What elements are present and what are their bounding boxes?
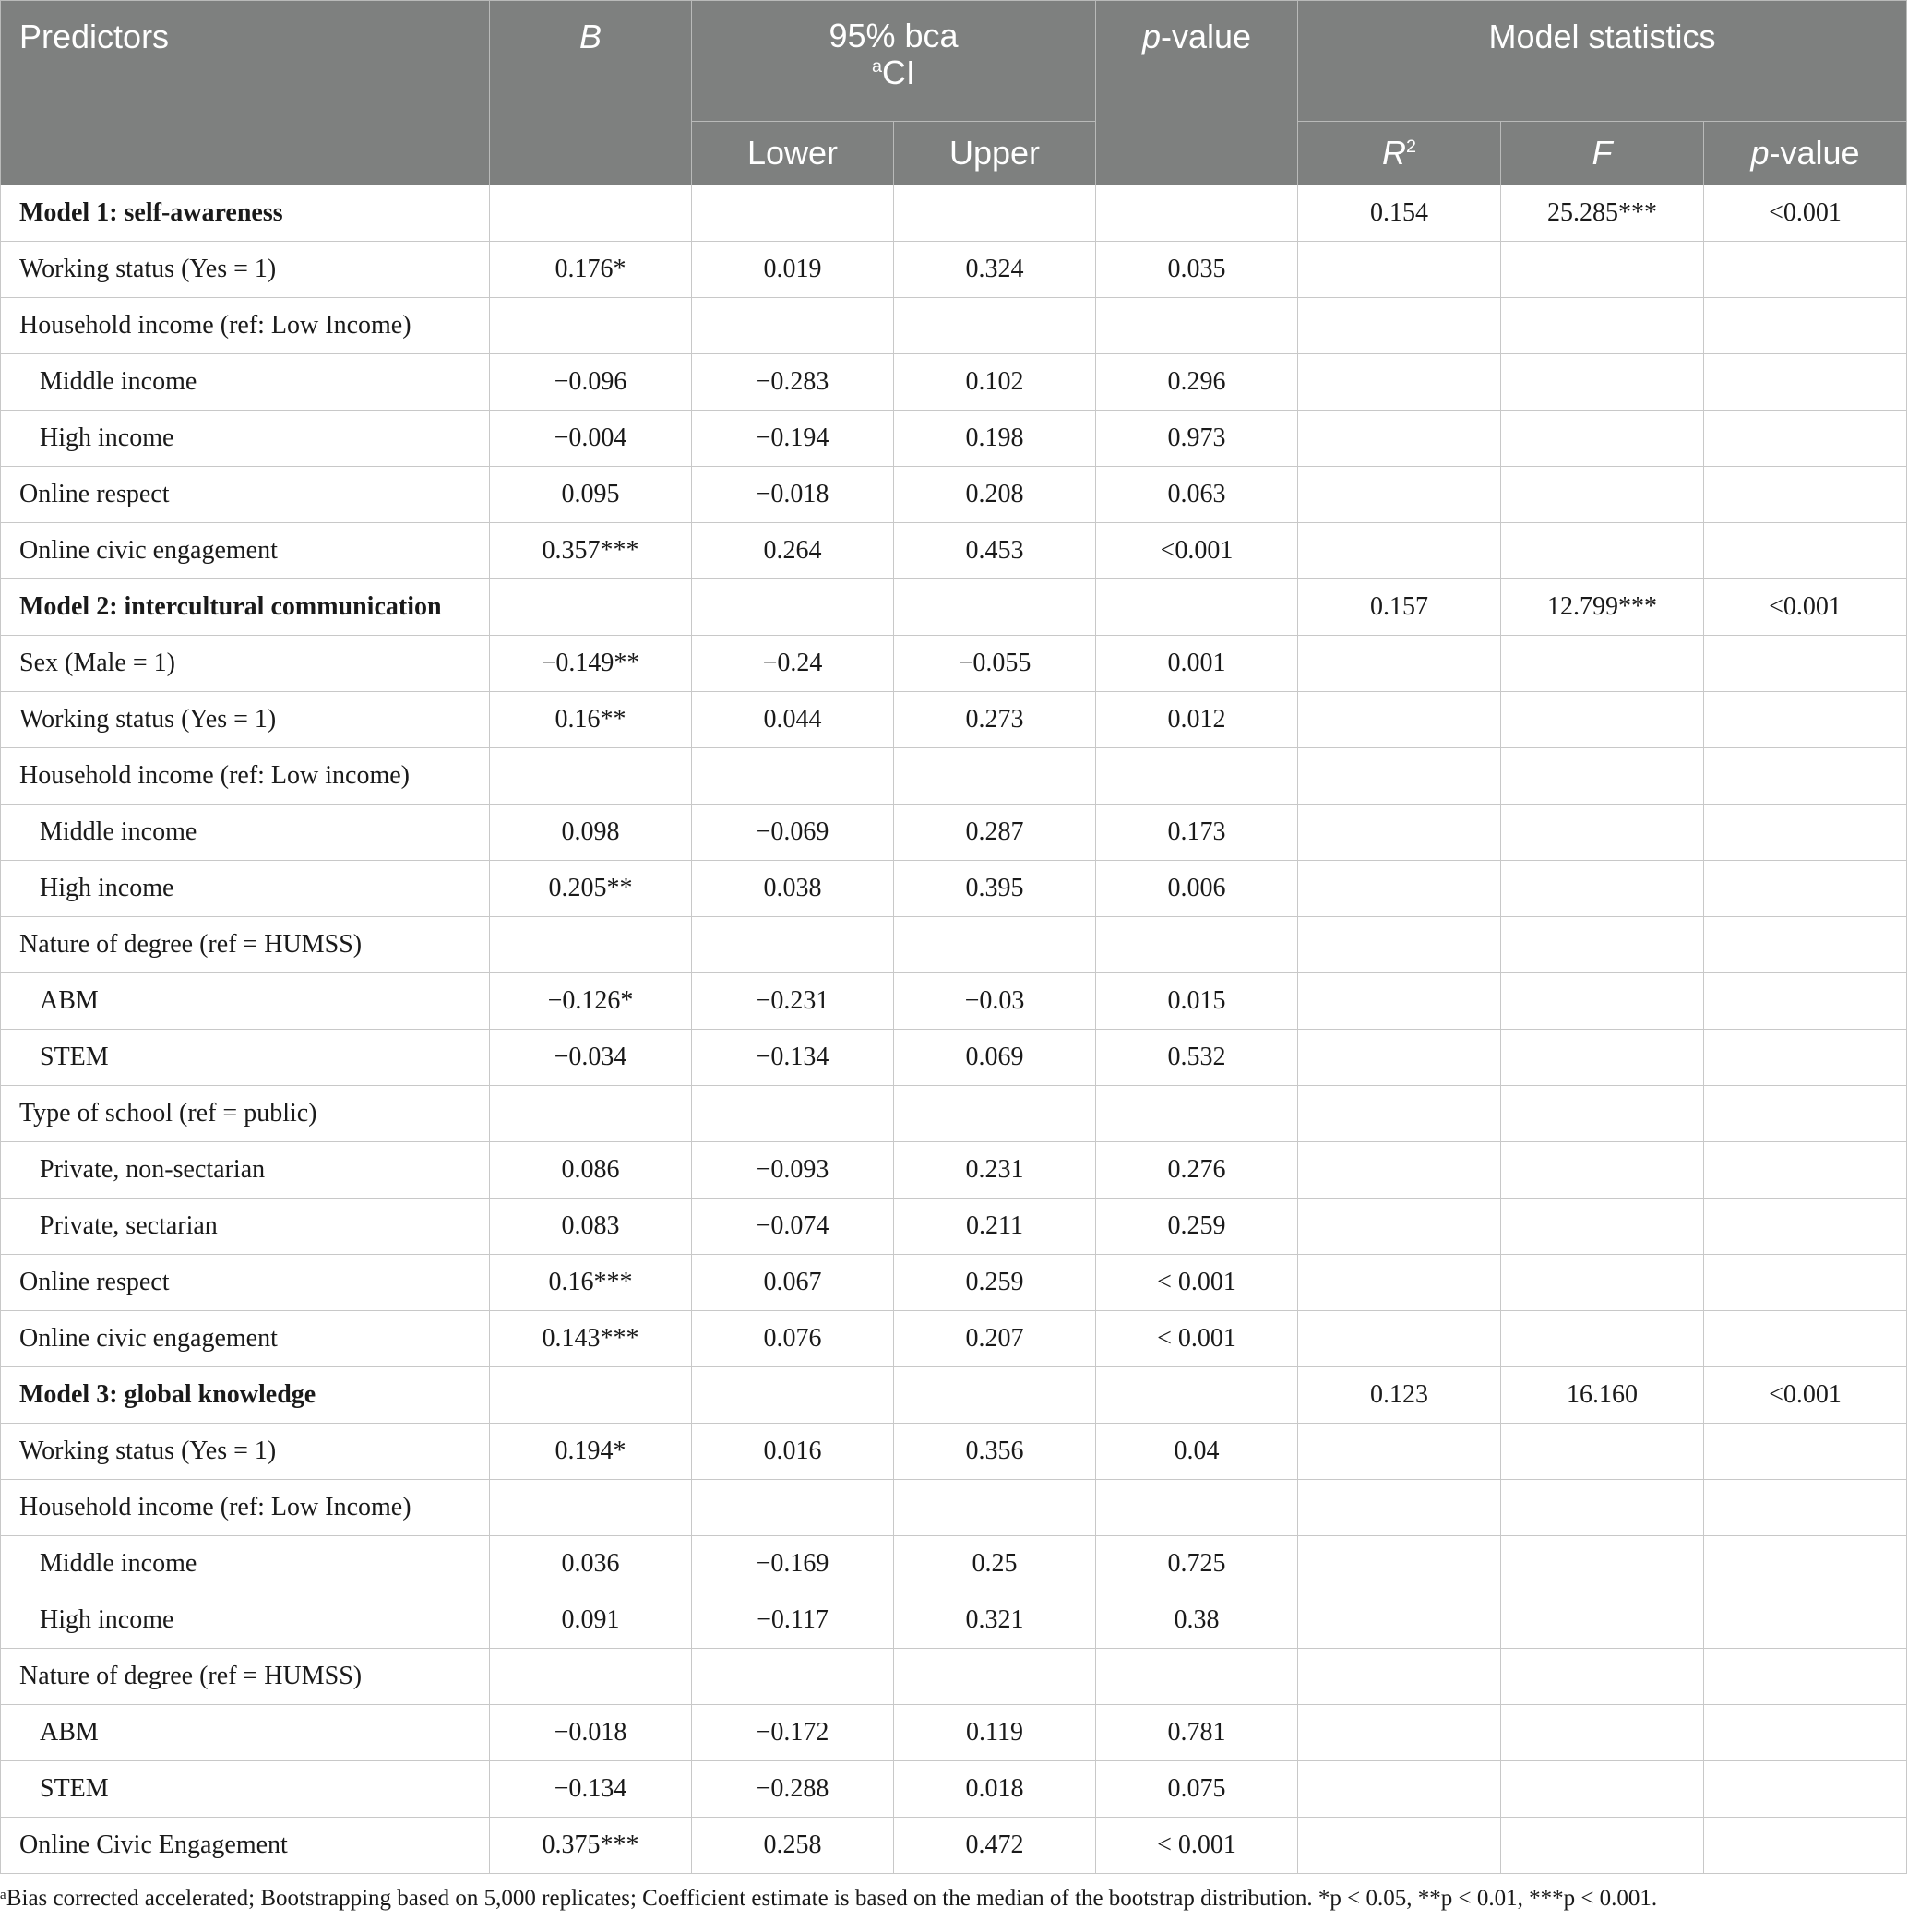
header-predictors: Predictors	[1, 1, 490, 185]
lower-cell: 0.258	[692, 1818, 894, 1874]
lower-cell: −0.194	[692, 411, 894, 467]
b-cell	[490, 298, 692, 354]
b-cell: 0.083	[490, 1199, 692, 1255]
model-pvalue-cell	[1704, 523, 1907, 579]
f-cell	[1501, 1142, 1704, 1199]
header-b: B	[490, 1, 692, 185]
lower-cell: −0.018	[692, 467, 894, 523]
header-model-statistics: Model statistics	[1298, 1, 1907, 122]
predictor-cell: Online respect	[1, 467, 490, 523]
b-cell	[490, 185, 692, 242]
table-row	[1, 185, 1907, 242]
model-pvalue-cell	[1704, 1649, 1907, 1705]
pvalue-cell: 0.259	[1096, 1199, 1298, 1255]
predictor-cell: STEM	[1, 1030, 490, 1086]
model-pvalue-cell	[1704, 636, 1907, 692]
table-row	[1, 1761, 1907, 1818]
predictor-cell: Type of school (ref = public)	[1, 1086, 490, 1142]
header-model-pvalue-rest: -value	[1769, 134, 1860, 172]
lower-cell: 0.076	[692, 1311, 894, 1367]
f-cell: 25.285***	[1501, 185, 1704, 242]
table-row	[1, 1592, 1907, 1649]
b-cell: 0.176*	[490, 242, 692, 298]
model-pvalue-cell	[1704, 354, 1907, 411]
header-ci	[692, 1, 1096, 122]
upper-cell	[894, 1649, 1096, 1705]
table-row	[1, 636, 1907, 692]
b-cell: 0.375***	[490, 1818, 692, 1874]
upper-cell	[894, 1367, 1096, 1424]
predictor-cell: Online Civic Engagement	[1, 1818, 490, 1874]
r2-cell	[1298, 692, 1501, 748]
r2-cell	[1298, 411, 1501, 467]
pvalue-cell: 0.001	[1096, 636, 1298, 692]
predictor-cell: High income	[1, 861, 490, 917]
b-cell	[490, 1649, 692, 1705]
predictor-cell: Middle income	[1, 805, 490, 861]
lower-cell	[692, 298, 894, 354]
lower-cell: 0.016	[692, 1424, 894, 1480]
table-row	[1, 1086, 1907, 1142]
lower-cell: −0.074	[692, 1199, 894, 1255]
r2-cell	[1298, 636, 1501, 692]
pvalue-cell: 0.015	[1096, 973, 1298, 1030]
r2-cell	[1298, 805, 1501, 861]
lower-cell: −0.134	[692, 1030, 894, 1086]
r2-cell	[1298, 1311, 1501, 1367]
upper-cell	[894, 1480, 1096, 1536]
pvalue-cell	[1096, 185, 1298, 242]
f-cell: 12.799***	[1501, 579, 1704, 636]
predictor-cell: Household income (ref: Low income)	[1, 748, 490, 805]
predictor-cell: High income	[1, 411, 490, 467]
header-lower: Lower	[692, 122, 894, 185]
table-row	[1, 1818, 1907, 1874]
table-row	[1, 467, 1907, 523]
predictor-cell: Model 3: global knowledge	[1, 1367, 490, 1424]
r2-cell	[1298, 1480, 1501, 1536]
f-cell	[1501, 1424, 1704, 1480]
b-cell: 0.036	[490, 1536, 692, 1592]
r2-cell	[1298, 1030, 1501, 1086]
lower-cell	[692, 917, 894, 973]
b-cell: −0.149**	[490, 636, 692, 692]
header-upper: Upper	[894, 122, 1096, 185]
pvalue-cell: 0.781	[1096, 1705, 1298, 1761]
table-row	[1, 1367, 1907, 1424]
pvalue-cell: 0.063	[1096, 467, 1298, 523]
upper-cell: 0.273	[894, 692, 1096, 748]
upper-cell: −0.03	[894, 973, 1096, 1030]
upper-cell: 0.069	[894, 1030, 1096, 1086]
upper-cell: 0.259	[894, 1255, 1096, 1311]
model-pvalue-cell	[1704, 411, 1907, 467]
lower-cell: −0.172	[692, 1705, 894, 1761]
predictor-cell: Online respect	[1, 1255, 490, 1311]
upper-cell: 0.207	[894, 1311, 1096, 1367]
b-cell: −0.126*	[490, 973, 692, 1030]
r2-cell: 0.157	[1298, 579, 1501, 636]
pvalue-cell: 0.173	[1096, 805, 1298, 861]
model-pvalue-cell: <0.001	[1704, 579, 1907, 636]
b-cell: 0.16***	[490, 1255, 692, 1311]
lower-cell	[692, 579, 894, 636]
predictor-cell: Online civic engagement	[1, 1311, 490, 1367]
b-cell: 0.095	[490, 467, 692, 523]
model-pvalue-cell	[1704, 917, 1907, 973]
model-pvalue-cell	[1704, 1705, 1907, 1761]
table-header	[1, 1, 1907, 185]
b-cell: −0.096	[490, 354, 692, 411]
pvalue-cell: 0.006	[1096, 861, 1298, 917]
model-pvalue-cell	[1704, 1086, 1907, 1142]
table-row	[1, 354, 1907, 411]
model-pvalue-cell	[1704, 242, 1907, 298]
b-cell	[490, 579, 692, 636]
r2-cell	[1298, 1142, 1501, 1199]
r2-cell	[1298, 1818, 1501, 1874]
table-row	[1, 917, 1907, 973]
f-cell	[1501, 1086, 1704, 1142]
pvalue-cell: 0.296	[1096, 354, 1298, 411]
pvalue-cell: <0.001	[1096, 523, 1298, 579]
lower-cell: −0.069	[692, 805, 894, 861]
predictor-cell: Middle income	[1, 354, 490, 411]
b-cell: 0.143***	[490, 1311, 692, 1367]
f-cell	[1501, 1761, 1704, 1818]
upper-cell: 0.395	[894, 861, 1096, 917]
upper-cell: 0.198	[894, 411, 1096, 467]
upper-cell	[894, 1086, 1096, 1142]
model-pvalue-cell	[1704, 1142, 1907, 1199]
pvalue-cell: < 0.001	[1096, 1311, 1298, 1367]
r2-cell	[1298, 1086, 1501, 1142]
r2-cell: 0.154	[1298, 185, 1501, 242]
f-cell	[1501, 861, 1704, 917]
header-model-pvalue-p: p	[1750, 134, 1770, 172]
model-pvalue-cell	[1704, 692, 1907, 748]
b-cell: −0.134	[490, 1761, 692, 1818]
lower-cell: −0.288	[692, 1761, 894, 1818]
r2-cell	[1298, 1761, 1501, 1818]
f-cell	[1501, 298, 1704, 354]
table-row	[1, 298, 1907, 354]
pvalue-cell	[1096, 1480, 1298, 1536]
pvalue-cell	[1096, 748, 1298, 805]
upper-cell: 0.287	[894, 805, 1096, 861]
pvalue-cell	[1096, 298, 1298, 354]
f-cell	[1501, 1536, 1704, 1592]
pvalue-cell: < 0.001	[1096, 1255, 1298, 1311]
model-pvalue-cell	[1704, 1818, 1907, 1874]
table-row	[1, 242, 1907, 298]
lower-cell: −0.231	[692, 973, 894, 1030]
r2-cell	[1298, 1592, 1501, 1649]
upper-cell: 0.119	[894, 1705, 1096, 1761]
lower-cell: 0.067	[692, 1255, 894, 1311]
header-r2-base: R	[1382, 134, 1406, 172]
predictor-cell: Working status (Yes = 1)	[1, 1424, 490, 1480]
lower-cell: 0.038	[692, 861, 894, 917]
r2-cell	[1298, 523, 1501, 579]
header-ci-sup: a	[872, 56, 883, 77]
upper-cell: 0.231	[894, 1142, 1096, 1199]
model-pvalue-cell	[1704, 298, 1907, 354]
b-cell	[490, 917, 692, 973]
r2-cell	[1298, 748, 1501, 805]
header-r2-sup: 2	[1406, 137, 1417, 157]
pvalue-cell	[1096, 1367, 1298, 1424]
f-cell	[1501, 1592, 1704, 1649]
lower-cell: −0.24	[692, 636, 894, 692]
lower-cell	[692, 1086, 894, 1142]
model-pvalue-cell: <0.001	[1704, 185, 1907, 242]
r2-cell	[1298, 1705, 1501, 1761]
b-cell: 0.194*	[490, 1424, 692, 1480]
predictor-cell: Nature of degree (ref = HUMSS)	[1, 1649, 490, 1705]
table-row	[1, 692, 1907, 748]
predictor-cell: Middle income	[1, 1536, 490, 1592]
f-cell	[1501, 1199, 1704, 1255]
table-row	[1, 861, 1907, 917]
f-cell	[1501, 1705, 1704, 1761]
predictor-cell: ABM	[1, 973, 490, 1030]
pvalue-cell	[1096, 917, 1298, 973]
upper-cell	[894, 185, 1096, 242]
model-pvalue-cell	[1704, 467, 1907, 523]
upper-cell: 0.208	[894, 467, 1096, 523]
b-cell: −0.034	[490, 1030, 692, 1086]
pvalue-cell	[1096, 1649, 1298, 1705]
model-pvalue-cell	[1704, 1480, 1907, 1536]
model-pvalue-cell	[1704, 1255, 1907, 1311]
pvalue-cell: 0.012	[1096, 692, 1298, 748]
f-cell	[1501, 354, 1704, 411]
header-pvalue-rest: -value	[1161, 18, 1252, 55]
table-row	[1, 1142, 1907, 1199]
header-pvalue-p: p	[1141, 18, 1161, 55]
lower-cell: 0.264	[692, 523, 894, 579]
f-cell	[1501, 748, 1704, 805]
upper-cell: 0.018	[894, 1761, 1096, 1818]
b-cell: 0.086	[490, 1142, 692, 1199]
upper-cell: 0.453	[894, 523, 1096, 579]
model-pvalue-cell	[1704, 1424, 1907, 1480]
f-cell	[1501, 242, 1704, 298]
predictor-cell: Model 2: intercultural communication	[1, 579, 490, 636]
upper-cell: 0.356	[894, 1424, 1096, 1480]
model-pvalue-cell	[1704, 861, 1907, 917]
f-cell	[1501, 467, 1704, 523]
predictor-cell: Private, non-sectarian	[1, 1142, 490, 1199]
f-cell	[1501, 1255, 1704, 1311]
f-cell	[1501, 1480, 1704, 1536]
upper-cell: 0.211	[894, 1199, 1096, 1255]
f-cell	[1501, 636, 1704, 692]
model-pvalue-cell	[1704, 1199, 1907, 1255]
lower-cell	[692, 1480, 894, 1536]
b-cell: −0.004	[490, 411, 692, 467]
predictor-cell: Working status (Yes = 1)	[1, 692, 490, 748]
r2-cell	[1298, 1424, 1501, 1480]
b-cell: 0.098	[490, 805, 692, 861]
predictor-cell: Online civic engagement	[1, 523, 490, 579]
table-row	[1, 1199, 1907, 1255]
table-footnote: ᵃBias corrected accelerated; Bootstrapping based on 5,000 replicates; Coefficient estimate is based on the median of the bootstrap distribution. *p < 0.05, **p < 0.01, ***p < 0.001.	[0, 1886, 1658, 1911]
upper-cell	[894, 917, 1096, 973]
predictor-cell: Model 1: self-awareness	[1, 185, 490, 242]
pvalue-cell: < 0.001	[1096, 1818, 1298, 1874]
upper-cell: 0.25	[894, 1536, 1096, 1592]
b-cell	[490, 1086, 692, 1142]
lower-cell: −0.117	[692, 1592, 894, 1649]
model-pvalue-cell: <0.001	[1704, 1367, 1907, 1424]
table-row	[1, 1311, 1907, 1367]
r2-cell	[1298, 973, 1501, 1030]
pvalue-cell: 0.276	[1096, 1142, 1298, 1199]
table-row	[1, 1480, 1907, 1536]
upper-cell: 0.102	[894, 354, 1096, 411]
pvalue-cell: 0.532	[1096, 1030, 1298, 1086]
predictor-cell: High income	[1, 1592, 490, 1649]
table-row	[1, 1030, 1907, 1086]
table-row	[1, 1536, 1907, 1592]
model-pvalue-cell	[1704, 1030, 1907, 1086]
r2-cell	[1298, 467, 1501, 523]
r2-cell	[1298, 1199, 1501, 1255]
lower-cell	[692, 1367, 894, 1424]
b-cell	[490, 1367, 692, 1424]
r2-cell	[1298, 1649, 1501, 1705]
r2-cell	[1298, 917, 1501, 973]
b-cell: 0.16**	[490, 692, 692, 748]
predictor-cell: Nature of degree (ref = HUMSS)	[1, 917, 490, 973]
lower-cell	[692, 748, 894, 805]
f-cell	[1501, 1030, 1704, 1086]
predictor-cell: Sex (Male = 1)	[1, 636, 490, 692]
model-pvalue-cell	[1704, 1536, 1907, 1592]
header-ci-line1: 95% bca	[829, 17, 959, 54]
table-row	[1, 1424, 1907, 1480]
f-cell	[1501, 1649, 1704, 1705]
model-pvalue-cell	[1704, 1311, 1907, 1367]
f-cell	[1501, 692, 1704, 748]
table-row	[1, 1649, 1907, 1705]
header-model-pvalue	[1704, 122, 1907, 185]
lower-cell: 0.019	[692, 242, 894, 298]
predictor-cell: Household income (ref: Low Income)	[1, 1480, 490, 1536]
pvalue-cell: 0.035	[1096, 242, 1298, 298]
lower-cell: −0.283	[692, 354, 894, 411]
f-cell	[1501, 973, 1704, 1030]
header-ci-line2: CI	[882, 54, 916, 91]
b-cell: 0.357***	[490, 523, 692, 579]
b-cell	[490, 1480, 692, 1536]
f-cell	[1501, 1818, 1704, 1874]
pvalue-cell: 0.725	[1096, 1536, 1298, 1592]
r2-cell	[1298, 861, 1501, 917]
predictor-cell: STEM	[1, 1761, 490, 1818]
table-row	[1, 973, 1907, 1030]
b-cell: −0.018	[490, 1705, 692, 1761]
model-pvalue-cell	[1704, 1592, 1907, 1649]
pvalue-cell: 0.973	[1096, 411, 1298, 467]
f-cell	[1501, 1311, 1704, 1367]
b-cell: 0.205**	[490, 861, 692, 917]
table-row	[1, 748, 1907, 805]
predictor-cell: ABM	[1, 1705, 490, 1761]
model-pvalue-cell	[1704, 973, 1907, 1030]
pvalue-cell: 0.38	[1096, 1592, 1298, 1649]
upper-cell	[894, 298, 1096, 354]
pvalue-cell: 0.04	[1096, 1424, 1298, 1480]
table-row	[1, 1705, 1907, 1761]
b-cell	[490, 748, 692, 805]
r2-cell	[1298, 1536, 1501, 1592]
upper-cell: 0.324	[894, 242, 1096, 298]
r2-cell	[1298, 298, 1501, 354]
pvalue-cell: 0.075	[1096, 1761, 1298, 1818]
model-pvalue-cell	[1704, 1761, 1907, 1818]
r2-cell	[1298, 242, 1501, 298]
header-pvalue	[1096, 1, 1298, 185]
predictor-cell: Household income (ref: Low Income)	[1, 298, 490, 354]
header-r2	[1298, 122, 1501, 185]
f-cell	[1501, 411, 1704, 467]
lower-cell	[692, 1649, 894, 1705]
model-pvalue-cell	[1704, 805, 1907, 861]
upper-cell	[894, 748, 1096, 805]
table-row	[1, 805, 1907, 861]
r2-cell	[1298, 1255, 1501, 1311]
table-row	[1, 411, 1907, 467]
table-row	[1, 1255, 1907, 1311]
pvalue-cell	[1096, 1086, 1298, 1142]
table-body	[1, 185, 1907, 1874]
upper-cell: 0.321	[894, 1592, 1096, 1649]
f-cell	[1501, 523, 1704, 579]
predictor-cell: Working status (Yes = 1)	[1, 242, 490, 298]
lower-cell: 0.044	[692, 692, 894, 748]
f-cell	[1501, 917, 1704, 973]
b-cell: 0.091	[490, 1592, 692, 1649]
lower-cell: −0.093	[692, 1142, 894, 1199]
f-cell: 16.160	[1501, 1367, 1704, 1424]
lower-cell	[692, 185, 894, 242]
pvalue-cell	[1096, 579, 1298, 636]
upper-cell	[894, 579, 1096, 636]
predictor-cell: Private, sectarian	[1, 1199, 490, 1255]
upper-cell: 0.472	[894, 1818, 1096, 1874]
r2-cell	[1298, 354, 1501, 411]
f-cell	[1501, 805, 1704, 861]
upper-cell: −0.055	[894, 636, 1096, 692]
header-f: F	[1501, 122, 1704, 185]
model-pvalue-cell	[1704, 748, 1907, 805]
table-row	[1, 579, 1907, 636]
lower-cell: −0.169	[692, 1536, 894, 1592]
table-row	[1, 523, 1907, 579]
r2-cell: 0.123	[1298, 1367, 1501, 1424]
